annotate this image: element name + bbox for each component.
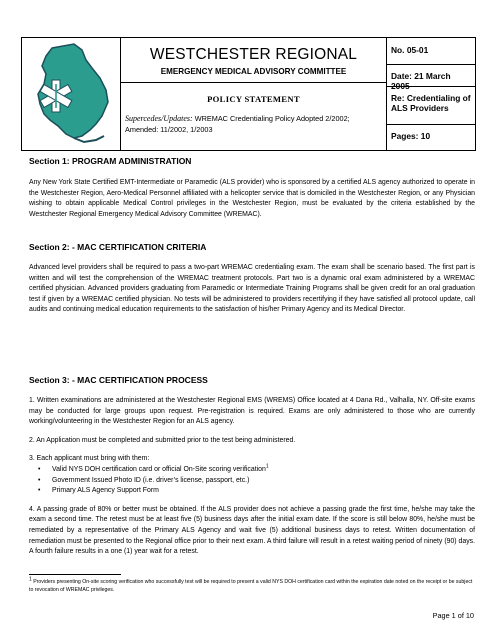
header-table [21,37,476,151]
footnote-divider [29,574,121,575]
paragraph: 2. An Application must be completed and submitted prior to the test being administered. [29,436,296,444]
paragraph: 1. Written examinations are administered at the Westchester Regional EMS (WREMS) Office located at 4 Dana Rd., Valhalla, NY. Off-site exams may be conducted for large groups upon request. Pre-registration is required. Exams are only administered to those who are currently working/volunteering in the Westchester Region for an ALS agency. [29,397,475,426]
footnote-mark: 1 [29,576,32,583]
meta-cell [387,38,475,150]
supersedes-note [125,114,382,135]
section-2 [29,242,475,316]
bullet-icon: • [38,476,41,484]
paragraph: 3. Each applicant must bring with them: [29,455,150,463]
list-item [29,476,475,487]
page-number: Page 1 of 10 [432,611,474,620]
logo-cell [22,38,121,150]
footnote-ref: 1 [265,463,269,470]
doc-type: POLICY STATEMENT [207,94,300,104]
list-item-text: Government Issued Photo ID (i.e. driver’s license, passport, etc.) [52,476,250,484]
list-item [29,486,475,497]
new-york-state-map-with-star-of-life-icon [22,38,120,150]
doc-date: Date: 21 March 2005 [387,65,475,87]
section-heading: Section 2: - MAC CERTIFICATION CRITERIA [29,242,207,252]
supersedes-label: Supercedes/Updates: [125,114,193,123]
section-heading: Section 3: - MAC CERTIFICATION PROCESS [29,375,208,385]
bullet-icon: • [38,465,41,473]
divider [121,82,386,83]
title-cell [121,38,387,150]
footnote-text: Providers presenting On-site scoring verification who successfully test will be required to present a valid NYS DOH certification card within the expiration date noted on the receipt or be subject to revocation of WREMAC privileges. [29,579,473,593]
doc-pages: Pages: 10 [391,131,431,141]
paragraph: Any New York State Certified EMT-Intermediate or Paramedic (ALS provider) who is sponsored by a certified ALS agency authorized to operate in the Westchester Region, Aero-Medical Personnel affiliated with a helicopter service that is domiciled in the Westchester Region, or any Physician wishing to obtain applicable Medical Control privileges in the Westchester Region, must be evaluated by the criteria established by the Westchester Regional Emergency Medical Advisory Committee (WREMAC). [29,179,475,218]
doc-number: No. 05-01 [387,38,475,65]
section-3 [29,375,475,558]
list-item-text: Primary ALS Agency Support Form [52,487,159,495]
section-1 [29,156,475,220]
org-title: WESTCHESTER REGIONAL [149,46,358,63]
paragraph: Advanced level providers shall be required to pass a two-part WREMAC credentialing exam. The exam shall be scenario based. The first part is written and will test the comprehension of the WREMAC treatment protocols. Part two is a dynamic oral exam administered by a WREMAC certified physician. Advanced providers graduating from Paramedic or Intermediate Training Programs shall be given credit for an oral graduation test if given by a WREMAC certified physician. No tests will be administered to providers recertifying if they have satisfied all protocol update, call audits and continuing medical education requirements to the satisfaction of his/her Primary Agency and its Medical Director. [29,264,475,314]
org-subtitle: EMERGENCY MEDICAL ADVISORY COMMITTEE [160,67,347,76]
supersedes-text: WREMAC Credentialing Policy Adopted 2/2002; Amended: 11/2002, 1/2003 [125,114,350,134]
section-heading: Section 1: PROGRAM ADMINISTRATION [29,156,192,166]
doc-subject: Re: Credentialing of ALS Providers [387,87,475,125]
bullet-icon: • [38,487,41,495]
list-item [29,465,475,476]
paragraph: 4. A passing grade of 80% or better must be obtained. If the ALS provider does not achieve a passing grade the first time, he/she may take the exam a second time. The retest must be at least five (5) business days after the initial exam date. If the score is still below 80%, he/she must be remediated by a representative of the Primary ALS Agency and wait five (5) additional business days to retest. Written documentation of remediation must be presented to the Regional office prior to their next exam. A third failure will result in a retest waiting period of ninety (90) days. A fourth failure results in a one (1) year wait for a retest. [29,505,475,556]
list-item-text: Valid NYS DOH certification card or official On-Site scoring verification$^1$ [52,463,269,473]
footnote [29,576,475,594]
